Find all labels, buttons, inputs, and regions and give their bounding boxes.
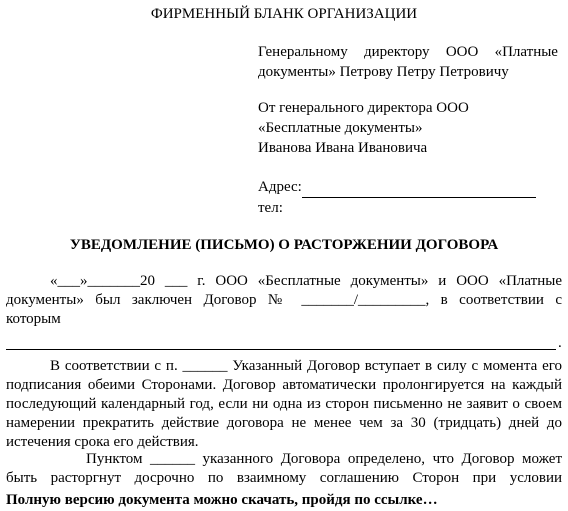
fill-in-blank-line — [6, 349, 556, 350]
paragraph-1-line-3: которым — [6, 311, 61, 327]
recipient-word-2: директору — [363, 44, 430, 60]
sender-line-2: «Бесплатные документы» — [258, 120, 423, 136]
paragraph-term-clause — [6, 357, 562, 452]
recipient-line-2: документы» Петрову Петру Петровичу — [258, 64, 509, 80]
fill-in-blank-period: . — [558, 335, 562, 351]
notice-heading: УВЕДОМЛЕНИЕ (ПИСЬМО) О РАСТОРЖЕНИИ ДОГОВОРА — [69, 237, 499, 253]
contact-block — [258, 177, 558, 218]
phone-row — [258, 198, 558, 218]
sender-block — [258, 98, 558, 158]
recipient-line-1 — [258, 42, 558, 62]
phone-label: тел: — [258, 200, 283, 216]
paragraph-2-text: В соответствии с п. ______ Указанный Договор вступает в силу с момента его подписания обеими Сторонами. Договор автоматически пролонгируется на каждый последующий календарный год, если ни одна из сторон письменно не заявит о своем намерении прекратить действие договора не менее чем за 30 (тридцать) дней до истечения срока его действия. — [6, 358, 562, 450]
recipient-word-3: ООО — [445, 44, 479, 60]
recipient-block — [258, 42, 558, 82]
paragraph-termination-clause — [6, 450, 562, 488]
recipient-word-4: «Платные — [494, 44, 558, 60]
paragraph-contract-intro — [6, 272, 562, 329]
address-blank-line — [302, 177, 536, 198]
letterhead-title: ФИРМЕННЫЙ БЛАНК ОРГАНИЗАЦИИ — [150, 6, 418, 22]
address-row — [258, 177, 558, 198]
recipient-word-1: Генеральному — [258, 44, 348, 60]
paragraph-3-text: Пунктом ______ указанного Договора определено, что Договор может быть расторгнут досрочно по взаимному соглашению Сторон при условии — [6, 451, 562, 486]
address-label: Адрес: — [258, 179, 302, 195]
paragraph-1-line-2: документы» был заключен Договор № _______/_________, в соответствии с — [6, 292, 562, 308]
paragraph-1-line-1: «___»_______20 ___ г. ООО «Бесплатные документы» и ООО «Платные — [50, 273, 562, 289]
sender-line-1: От генерального директора ООО — [258, 100, 469, 116]
sender-line-3: Иванова Ивана Ивановича — [258, 140, 428, 156]
download-full-version-link[interactable]: Полную версию документа можно скачать, пройдя по ссылке… — [6, 492, 438, 508]
